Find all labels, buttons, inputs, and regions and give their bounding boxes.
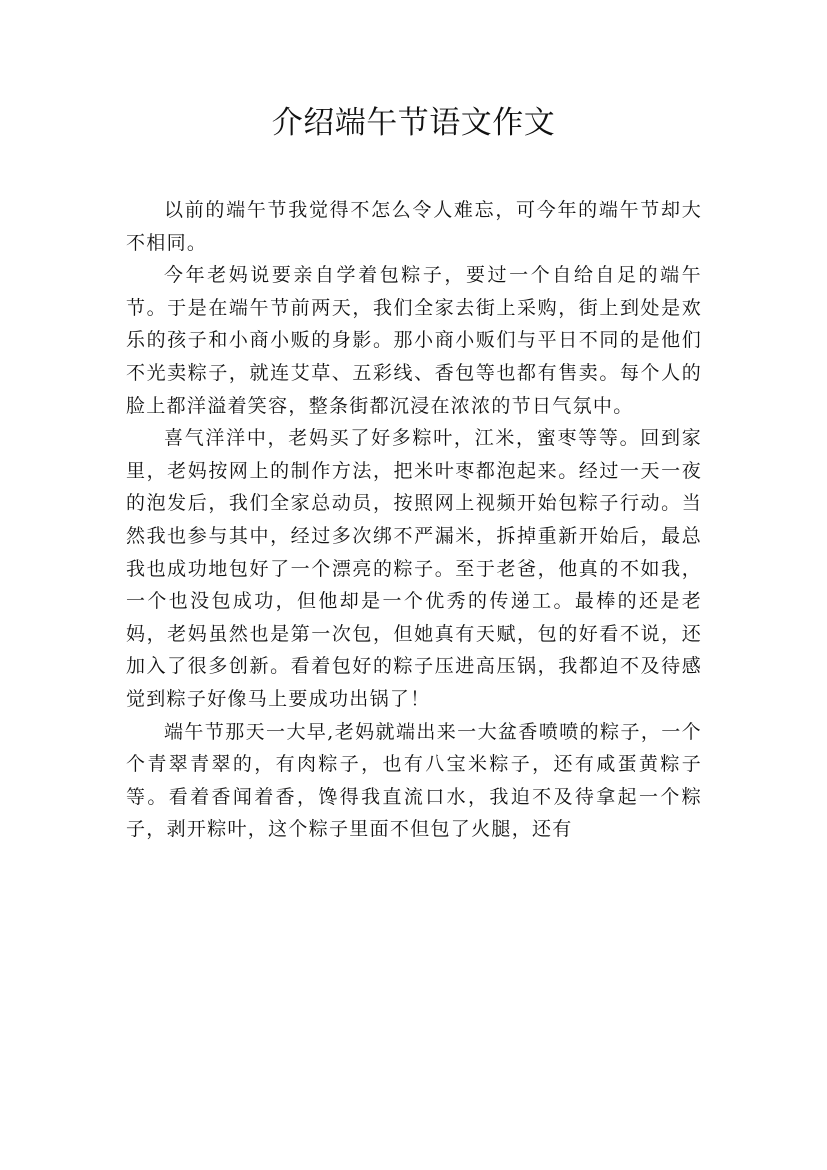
document-body: [126, 194, 702, 846]
paragraph-1: 以前的端午节我觉得不怎么令人难忘，可今年的端午节却大不相同。: [126, 199, 702, 254]
document-title: 介绍端午节语文作文: [271, 105, 556, 141]
paragraph-2: 今年老妈说要亲自学着包粽子，要过一个自给自足的端午节。于是在端午节前两天，我们全家去街上采购，街上到处是欢乐的孩子和小商小贩的身影。那小商小贩们与平日不同的是他们不光卖粽子，就连艾草、五彩线、香包等也都有售卖。每个人的脸上都洋溢着笑容，整条街都沉浸在浓浓的节日气氛中。: [126, 264, 702, 417]
paragraph-3: 喜气洋洋中，老妈买了好多粽叶，江米，蜜枣等等。回到家里，老妈按网上的制作方法，把米叶枣都泡起来。经过一天一夜的泡发后，我们全家总动员，按照网上视频开始包粽子行动。当然我也参与其中，经过多次绑不严漏米，拆掉重新开始后，最总我也成功地包好了一个漂亮的粽子。至于老爸，他真的不如我，一个也没包成功，但他却是一个优秀的传递工。最棒的还是老妈，老妈虽然也是第一次包，但她真有天赋，包的好看不说，还加入了很多创新。看着包好的粽子压进高压锅，我都迫不及待感觉到粽子好像马上要成功出锅了！: [126, 427, 702, 710]
paragraph-4: 端午节那天一大早,老妈就端出来一大盆香喷喷的粽子，一个个青翠青翠的，有肉粽子，也有八宝米粽子，还有咸蛋黄粽子等。看着香闻着香，馋得我直流口水，我迫不及待拿起一个粽子，剥开粽叶，这个粽子里面不但包了火腿，还有: [126, 720, 702, 841]
